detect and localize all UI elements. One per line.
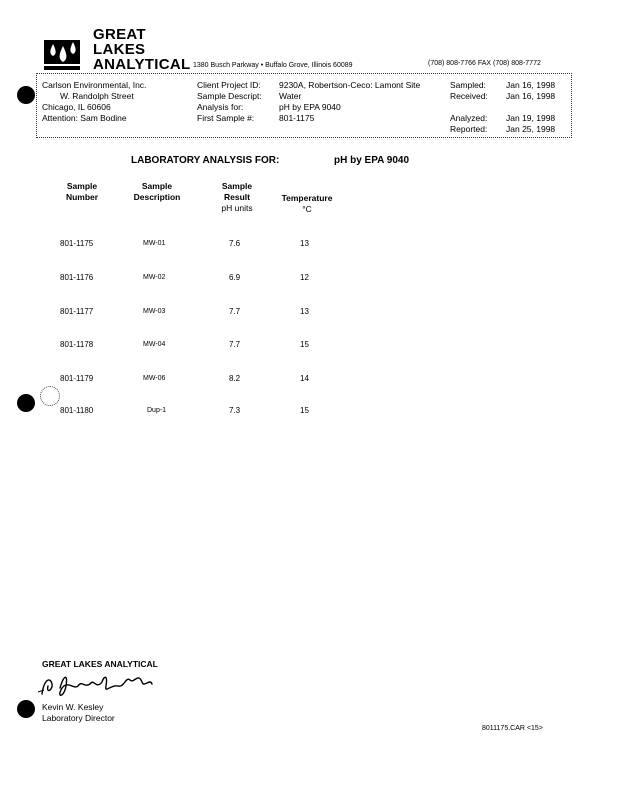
row-temperature: 13 bbox=[300, 239, 309, 248]
client-name: Carlson Environmental, Inc. bbox=[42, 80, 147, 90]
sample-descript-label: Sample Descript: bbox=[197, 91, 262, 101]
received-date: Jan 16, 1998 bbox=[506, 91, 556, 101]
row-temperature: 13 bbox=[300, 307, 309, 316]
row-sample-description: MW-06 bbox=[143, 375, 166, 382]
row-temperature: 15 bbox=[300, 340, 309, 349]
logo-line-great: GREAT bbox=[93, 26, 146, 43]
punch-hole-icon bbox=[17, 394, 35, 412]
company-logo bbox=[44, 26, 191, 73]
row-result: 7.3 bbox=[229, 406, 241, 415]
signature-company: GREAT LAKES ANALYTICAL bbox=[42, 659, 158, 669]
row-sample-number: 801-1180 bbox=[60, 406, 94, 415]
row-result: 6.9 bbox=[229, 273, 241, 282]
sample-descript: Water bbox=[279, 91, 302, 101]
analysis-title: LABORATORY ANALYSIS FOR: bbox=[131, 155, 280, 166]
logo-line-lakes: LAKES bbox=[93, 41, 146, 58]
reported-date: Jan 25, 1998 bbox=[506, 124, 556, 134]
punch-ring-icon bbox=[40, 386, 60, 406]
row-temperature: 14 bbox=[300, 374, 309, 383]
analysis-for: pH by EPA 9040 bbox=[279, 102, 341, 112]
col-header-sample-number: Sample Number bbox=[65, 181, 99, 202]
row-result: 7.7 bbox=[229, 340, 241, 349]
row-result: 7.6 bbox=[229, 239, 241, 248]
lab-address: 1380 Busch Parkway • Buffalo Grove, Illinois 60089 bbox=[193, 62, 353, 69]
row-sample-description: MW-01 bbox=[143, 240, 166, 247]
client-city: Chicago, IL 60606 bbox=[42, 102, 111, 112]
sampled-label: Sampled: bbox=[450, 80, 486, 90]
logo-line-analytical: ANALYTICAL bbox=[93, 56, 191, 73]
row-result: 8.2 bbox=[229, 374, 241, 383]
col-header-sample-description: Sample Description bbox=[133, 181, 181, 202]
received-label: Received: bbox=[450, 91, 488, 101]
client-project-id-label: Client Project ID: bbox=[197, 80, 261, 90]
row-result: 7.7 bbox=[229, 307, 241, 316]
row-sample-description: MW-03 bbox=[143, 308, 166, 315]
client-project-id: 9230A, Robertson-Ceco: Lamont Site bbox=[279, 80, 421, 90]
analysis-for-label: Analysis for: bbox=[197, 102, 244, 112]
reported-label: Reported: bbox=[450, 124, 488, 134]
row-sample-number: 801-1175 bbox=[60, 239, 94, 248]
row-sample-number: 801-1177 bbox=[60, 307, 94, 316]
first-sample: 801-1175 bbox=[279, 113, 315, 123]
water-drops-logo-icon bbox=[44, 32, 82, 72]
punch-hole-icon bbox=[17, 700, 35, 718]
row-temperature: 12 bbox=[300, 273, 309, 282]
row-sample-number: 801-1179 bbox=[60, 374, 94, 383]
row-sample-number: 801-1178 bbox=[60, 340, 94, 349]
row-sample-description: MW-02 bbox=[143, 274, 166, 281]
attention-label: Attention: bbox=[42, 113, 78, 123]
lab-phone-fax: (708) 808-7766 FAX (708) 808-7772 bbox=[428, 60, 541, 67]
analyzed-label: Analyzed: bbox=[450, 113, 488, 123]
handwritten-signature bbox=[34, 668, 164, 702]
row-sample-description: MW-04 bbox=[143, 341, 166, 348]
signer-name: Kevin W. Kesley bbox=[42, 702, 104, 712]
client-street: W. Randolph Street bbox=[60, 91, 134, 101]
file-reference: 8011175.CAR <15> bbox=[482, 725, 543, 732]
punch-hole-icon bbox=[17, 86, 35, 104]
signer-title: Laboratory Director bbox=[42, 713, 115, 723]
col-header-sample-result: Sample Result pH units bbox=[221, 181, 253, 213]
attention-name: Sam Bodine bbox=[80, 113, 127, 123]
first-sample-label: First Sample #: bbox=[197, 113, 255, 123]
row-sample-number: 801-1176 bbox=[60, 273, 94, 282]
sampled-date: Jan 16, 1998 bbox=[506, 80, 556, 90]
col-header-temperature: Temperature °C bbox=[281, 193, 333, 214]
row-sample-description: Dup-1 bbox=[147, 407, 167, 414]
row-temperature: 15 bbox=[300, 406, 309, 415]
analyzed-date: Jan 19, 1998 bbox=[506, 113, 556, 123]
analysis-method: pH by EPA 9040 bbox=[334, 155, 410, 166]
